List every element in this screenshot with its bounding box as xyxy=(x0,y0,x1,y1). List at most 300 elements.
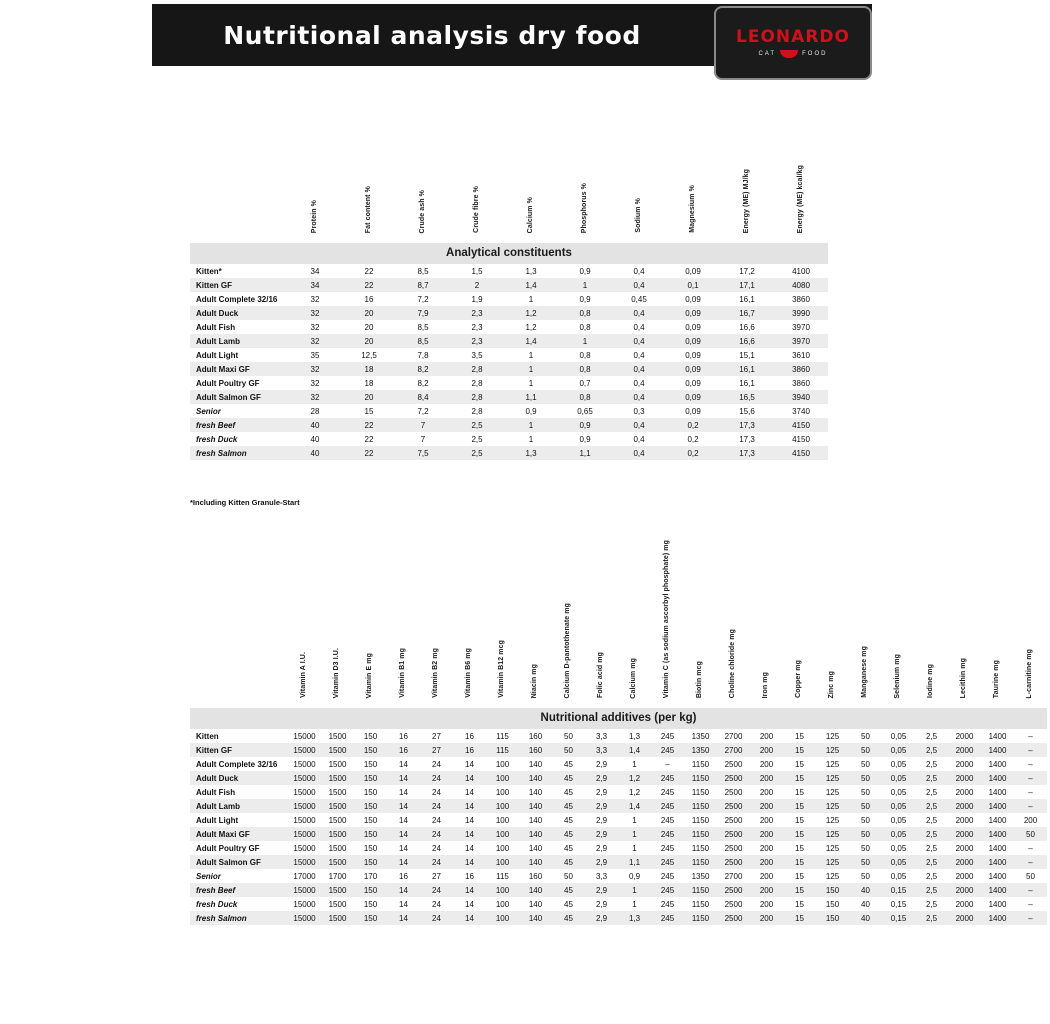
value-cell: – xyxy=(1028,731,1033,741)
value-cell: 2,5 xyxy=(925,731,938,741)
value-cell: 200 xyxy=(759,843,774,853)
value-cell: 2,5 xyxy=(925,871,938,881)
column-header xyxy=(717,540,750,708)
value-cell: 245 xyxy=(651,883,684,897)
footnote: *Including Kitten Granule-Start xyxy=(190,498,300,507)
value-cell: 15000 xyxy=(288,855,321,869)
value-cell: 140 xyxy=(519,771,552,785)
value-cell: 0,7 xyxy=(579,378,591,388)
value-cell: 24 xyxy=(432,759,441,769)
value-cell: 15 xyxy=(795,731,804,741)
value-cell: 2,9 xyxy=(595,899,608,909)
value-cell: 2700 xyxy=(724,731,743,741)
value-cell: 2500 xyxy=(724,815,743,825)
column-header xyxy=(816,540,849,708)
value-cell: 0,09 xyxy=(685,406,701,416)
value-cell: 245 xyxy=(651,911,684,925)
value-cell: 115 xyxy=(496,731,509,741)
value-cell: 14 xyxy=(465,843,474,853)
table-row xyxy=(190,883,1047,897)
value-cell: 2,8 xyxy=(450,362,504,376)
value-cell: 14 xyxy=(387,883,420,897)
value-cell: 0,8 xyxy=(558,390,612,404)
value-cell: 2000 xyxy=(955,759,974,769)
column-header xyxy=(558,160,612,243)
value-cell: 2000 xyxy=(948,883,981,897)
product-name-cell: Kitten* xyxy=(196,266,222,276)
section-title: Analytical constituents xyxy=(190,243,828,265)
value-cell: 125 xyxy=(816,771,849,785)
value-cell: 3860 xyxy=(792,378,810,388)
table-row xyxy=(190,729,1047,743)
column-header-label: Magnesium % xyxy=(688,185,696,233)
value-cell: 1 xyxy=(618,827,651,841)
value-cell: 3970 xyxy=(792,322,810,332)
value-cell: 15000 xyxy=(293,843,316,853)
value-cell: 140 xyxy=(528,843,543,853)
value-cell: 15 xyxy=(364,406,374,416)
value-cell: 1400 xyxy=(981,799,1014,813)
value-cell: 3,3 xyxy=(595,871,608,881)
column-header xyxy=(585,540,618,708)
value-cell: 1500 xyxy=(321,855,354,869)
value-cell: 0,05 xyxy=(890,871,907,881)
value-cell: 100 xyxy=(486,855,519,869)
product-name-cell: fresh Duck xyxy=(196,899,238,909)
value-cell: 32 xyxy=(310,294,320,304)
value-cell: 0,2 xyxy=(666,446,720,460)
logo-tagline xyxy=(759,50,828,58)
column-header-label: L-carnitine mg xyxy=(1026,648,1034,699)
value-cell: 0,4 xyxy=(612,418,666,432)
value-cell: 14 xyxy=(387,771,420,785)
value-cell: 245 xyxy=(651,855,684,869)
column-header xyxy=(882,540,915,708)
value-cell: 15 xyxy=(795,843,804,853)
value-cell: 150 xyxy=(363,787,378,797)
value-cell: 17,1 xyxy=(720,278,774,292)
table-row xyxy=(190,799,1047,813)
value-cell: 50 xyxy=(849,771,882,785)
value-cell: 0,4 xyxy=(612,334,666,348)
table-row xyxy=(190,841,1047,855)
value-cell: 8,5 xyxy=(417,266,429,276)
value-cell: 14 xyxy=(465,787,474,797)
value-cell: 1500 xyxy=(328,759,347,769)
product-name-cell: Adult Duck xyxy=(190,306,288,320)
value-cell: 50 xyxy=(861,843,870,853)
value-cell: 1350 xyxy=(684,743,717,757)
value-cell: 2000 xyxy=(955,843,974,853)
value-cell: 3,5 xyxy=(471,350,483,360)
value-cell: 0,05 xyxy=(890,759,907,769)
value-cell: 140 xyxy=(519,911,552,925)
value-cell: 16 xyxy=(453,743,486,757)
table-row xyxy=(190,743,1047,757)
value-cell: 200 xyxy=(750,911,783,925)
column-header xyxy=(504,160,558,243)
value-cell: 140 xyxy=(528,815,543,825)
value-cell: 24 xyxy=(432,815,441,825)
value-cell: 1400 xyxy=(988,787,1007,797)
value-cell: 14 xyxy=(399,759,408,769)
column-header-label: Selenium mg xyxy=(894,653,902,699)
value-cell: 20 xyxy=(342,306,396,320)
value-cell: 14 xyxy=(387,827,420,841)
value-cell: 2700 xyxy=(717,743,750,757)
value-cell: 45 xyxy=(564,843,573,853)
value-cell: 15000 xyxy=(288,771,321,785)
value-cell: 2500 xyxy=(717,911,750,925)
value-cell: 16,6 xyxy=(720,334,774,348)
column-header-label: Choline chloride mg xyxy=(729,629,737,699)
value-cell: 2500 xyxy=(717,771,750,785)
column-header xyxy=(486,540,519,708)
value-cell: 150 xyxy=(354,771,387,785)
value-cell: 16 xyxy=(399,871,408,881)
value-cell: 18 xyxy=(342,362,396,376)
product-name-cell: Adult Light xyxy=(196,350,239,360)
value-cell: 1350 xyxy=(691,871,710,881)
value-cell: 2000 xyxy=(948,771,981,785)
value-cell: 200 xyxy=(759,871,774,881)
value-cell: 2,5 xyxy=(915,883,948,897)
value-cell: 200 xyxy=(759,815,774,825)
value-cell: 28 xyxy=(310,406,320,416)
value-cell: 15 xyxy=(783,799,816,813)
value-cell: 2,8 xyxy=(450,390,504,404)
value-cell: 0,05 xyxy=(882,827,915,841)
column-header xyxy=(618,540,651,708)
value-cell: 0,4 xyxy=(612,306,666,320)
column-header xyxy=(684,540,717,708)
column-header-label: Vitamin D3 I.U. xyxy=(333,647,341,699)
value-cell: 2500 xyxy=(717,883,750,897)
value-cell: 2500 xyxy=(724,843,743,853)
value-cell: 1400 xyxy=(988,731,1007,741)
value-cell: 0,4 xyxy=(633,266,645,276)
column-header xyxy=(552,540,585,708)
value-cell: 100 xyxy=(495,843,510,853)
value-cell: 245 xyxy=(660,815,675,825)
value-cell: 45 xyxy=(552,883,585,897)
value-cell: 0,09 xyxy=(685,322,701,332)
value-cell: 1400 xyxy=(981,911,1014,925)
value-cell: 17,3 xyxy=(739,434,755,444)
value-cell: 1,3 xyxy=(504,446,558,460)
value-cell: 2500 xyxy=(724,787,743,797)
value-cell: 0,2 xyxy=(666,418,720,432)
value-cell: 100 xyxy=(486,827,519,841)
value-cell: 32 xyxy=(288,362,342,376)
value-cell: 0,4 xyxy=(612,362,666,376)
value-cell: 2000 xyxy=(955,815,974,825)
value-cell: 2,5 xyxy=(915,827,948,841)
value-cell: 14 xyxy=(453,855,486,869)
value-cell: 2,3 xyxy=(450,334,504,348)
column-header-label: Calcium mg xyxy=(630,657,638,699)
value-cell: 0,8 xyxy=(579,350,591,360)
value-cell: 1150 xyxy=(691,815,710,825)
value-cell: 8,7 xyxy=(396,278,450,292)
value-cell: – xyxy=(1028,843,1033,853)
value-cell: 1400 xyxy=(981,743,1014,757)
value-cell: 2000 xyxy=(948,911,981,925)
value-cell: 50 xyxy=(861,871,870,881)
value-cell: 0,4 xyxy=(633,378,645,388)
section-title: Nutritional additives (per kg) xyxy=(190,708,1047,730)
value-cell: 0,8 xyxy=(558,306,612,320)
value-cell: 16,1 xyxy=(739,378,755,388)
value-cell: 45 xyxy=(552,855,585,869)
value-cell: 24 xyxy=(420,827,453,841)
value-cell: 40 xyxy=(288,446,342,460)
column-header-label: Vitamin B6 mg xyxy=(465,648,473,699)
value-cell: 2 xyxy=(450,278,504,292)
value-cell: 22 xyxy=(364,434,374,444)
value-cell: 14 xyxy=(465,899,474,909)
column-header-label: Iron mg xyxy=(762,671,770,699)
value-cell: 15000 xyxy=(288,911,321,925)
value-cell: 16 xyxy=(364,294,374,304)
column-header-label: Taurine mg xyxy=(993,659,1001,699)
value-cell: 14 xyxy=(399,815,408,825)
value-cell: 1150 xyxy=(691,843,710,853)
value-cell: 14 xyxy=(387,855,420,869)
value-cell: 3,3 xyxy=(585,743,618,757)
nutritional-additives-table xyxy=(190,540,1050,925)
value-cell: 1500 xyxy=(321,827,354,841)
value-cell: 45 xyxy=(564,759,573,769)
value-cell: 14 xyxy=(399,787,408,797)
value-cell: 150 xyxy=(354,855,387,869)
value-cell: 0,05 xyxy=(890,843,907,853)
table-row xyxy=(190,390,828,404)
value-cell: 4100 xyxy=(792,266,810,276)
product-name-cell: Kitten GF xyxy=(190,743,288,757)
value-cell: 1400 xyxy=(988,759,1007,769)
value-cell: 2,5 xyxy=(915,799,948,813)
column-header xyxy=(420,540,453,708)
value-cell: 15 xyxy=(795,899,804,909)
value-cell: 0,9 xyxy=(579,434,591,444)
value-cell: 3970 xyxy=(774,334,828,348)
column-header xyxy=(948,540,981,708)
value-cell: 0,05 xyxy=(882,799,915,813)
value-cell: 27 xyxy=(420,743,453,757)
value-cell: 100 xyxy=(486,883,519,897)
value-cell: 2000 xyxy=(955,899,974,909)
value-cell: 0,09 xyxy=(666,390,720,404)
value-cell: 2,3 xyxy=(471,322,483,332)
value-cell: 40 xyxy=(288,418,342,432)
table-row xyxy=(190,785,1047,799)
column-header xyxy=(354,540,387,708)
value-cell: 34 xyxy=(288,278,342,292)
column-header xyxy=(321,540,354,708)
value-cell: 200 xyxy=(759,731,774,741)
value-cell: 22 xyxy=(342,446,396,460)
value-cell: 0,05 xyxy=(882,743,915,757)
value-cell: 1500 xyxy=(328,899,347,909)
value-cell: 0,1 xyxy=(666,278,720,292)
column-header-label: Biotin mcg xyxy=(696,661,704,699)
value-cell: 1,5 xyxy=(471,266,483,276)
value-cell: 1350 xyxy=(691,731,710,741)
column-header-label: Protein % xyxy=(310,199,318,233)
value-cell: 2,5 xyxy=(925,759,938,769)
value-cell: 15000 xyxy=(293,731,316,741)
value-cell: 1,2 xyxy=(525,322,537,332)
value-cell: 17,3 xyxy=(720,418,774,432)
value-cell: 245 xyxy=(651,799,684,813)
column-header-label: Crude ash % xyxy=(418,189,426,233)
value-cell: 0,09 xyxy=(666,334,720,348)
value-cell: 150 xyxy=(354,911,387,925)
value-cell: 15000 xyxy=(288,883,321,897)
column-header xyxy=(783,540,816,708)
value-cell: 15 xyxy=(783,743,816,757)
value-cell: 2000 xyxy=(948,799,981,813)
value-cell: 1400 xyxy=(981,771,1014,785)
value-cell: 32 xyxy=(288,334,342,348)
value-cell: 170 xyxy=(363,871,378,881)
table-row xyxy=(190,320,828,334)
value-cell: 200 xyxy=(750,771,783,785)
value-cell: 15 xyxy=(795,871,804,881)
value-cell: 24 xyxy=(432,899,441,909)
value-cell: 1150 xyxy=(691,899,710,909)
column-header xyxy=(519,540,552,708)
value-cell: 0,4 xyxy=(612,446,666,460)
value-cell: 16,7 xyxy=(720,306,774,320)
value-cell: 1400 xyxy=(988,843,1007,853)
value-cell: 0,4 xyxy=(633,322,645,332)
table-row xyxy=(190,869,1047,883)
value-cell: 0,09 xyxy=(666,362,720,376)
value-cell: 1150 xyxy=(684,827,717,841)
value-cell: 245 xyxy=(651,771,684,785)
page-title: Nutritional analysis dry food xyxy=(223,20,641,50)
value-cell: 0,4 xyxy=(633,434,645,444)
value-cell: 1,2 xyxy=(628,787,641,797)
value-cell: 45 xyxy=(552,827,585,841)
value-cell: 140 xyxy=(519,883,552,897)
value-cell: 2,9 xyxy=(595,759,608,769)
value-cell: 45 xyxy=(552,771,585,785)
value-cell: 12,5 xyxy=(361,350,377,360)
column-header xyxy=(453,540,486,708)
value-cell: 2,5 xyxy=(471,434,483,444)
value-cell: 45 xyxy=(564,815,573,825)
column-header xyxy=(387,540,420,708)
value-cell: 14 xyxy=(399,843,408,853)
column-header xyxy=(915,540,948,708)
section-title-row xyxy=(190,243,828,265)
table-row xyxy=(190,757,1047,771)
value-cell: 4150 xyxy=(774,418,828,432)
value-cell: 50 xyxy=(849,743,882,757)
value-cell: 100 xyxy=(495,815,510,825)
value-cell: 15000 xyxy=(288,743,321,757)
value-cell: 7,9 xyxy=(396,306,450,320)
value-cell: 50 xyxy=(552,743,585,757)
value-cell: 50 xyxy=(861,759,870,769)
value-cell: – xyxy=(665,759,670,769)
value-cell: 0,15 xyxy=(882,911,915,925)
value-cell: 200 xyxy=(759,899,774,909)
product-name-cell: fresh Duck xyxy=(196,434,238,444)
value-cell: 115 xyxy=(486,743,519,757)
value-cell: 125 xyxy=(825,871,840,881)
value-cell: 2000 xyxy=(948,743,981,757)
value-cell: 3940 xyxy=(774,390,828,404)
value-cell: 40 xyxy=(861,899,870,909)
column-header-label: Folic acid mg xyxy=(597,652,605,699)
value-cell: 1 xyxy=(558,278,612,292)
table-row xyxy=(190,418,828,432)
value-cell: 160 xyxy=(519,743,552,757)
value-cell: 1400 xyxy=(988,871,1007,881)
value-cell: 125 xyxy=(825,815,840,825)
value-cell: 1,9 xyxy=(471,294,483,304)
value-cell: – xyxy=(1014,799,1047,813)
product-name-cell: Senior xyxy=(196,406,221,416)
value-cell: 16 xyxy=(387,743,420,757)
value-cell: 0,9 xyxy=(579,266,591,276)
value-cell: 14 xyxy=(453,771,486,785)
value-cell: 1 xyxy=(528,294,534,304)
value-cell: 32 xyxy=(310,322,320,332)
product-name-cell: Adult Light xyxy=(196,815,239,825)
product-name-cell: Senior xyxy=(196,871,221,881)
value-cell: 125 xyxy=(816,855,849,869)
column-header-label: Energy (ME) kcal/kg xyxy=(796,164,804,233)
value-cell: 15 xyxy=(783,827,816,841)
value-cell: 1,3 xyxy=(628,731,641,741)
value-cell: 125 xyxy=(825,731,840,741)
column-header xyxy=(342,160,396,243)
value-cell: 2500 xyxy=(724,759,743,769)
value-cell: 2,3 xyxy=(450,306,504,320)
value-cell: 200 xyxy=(750,799,783,813)
value-cell: 0,09 xyxy=(685,350,701,360)
value-cell: 2500 xyxy=(717,799,750,813)
column-header-label: Calcium % xyxy=(526,196,534,233)
value-cell: 140 xyxy=(528,787,543,797)
value-cell: 2,5 xyxy=(915,911,948,925)
value-cell: 2,5 xyxy=(925,787,938,797)
value-cell: 2700 xyxy=(724,871,743,881)
value-cell: 24 xyxy=(432,787,441,797)
value-cell: 14 xyxy=(399,899,408,909)
value-cell: 245 xyxy=(660,787,675,797)
value-cell: 7,5 xyxy=(396,446,450,460)
value-cell: 22 xyxy=(342,418,396,432)
value-cell: 15 xyxy=(795,759,804,769)
value-cell: 125 xyxy=(816,799,849,813)
value-cell: 0,9 xyxy=(525,406,537,416)
value-cell: 3860 xyxy=(792,294,810,304)
value-cell: 2,9 xyxy=(585,855,618,869)
value-cell: – xyxy=(1028,899,1033,909)
table-row xyxy=(190,827,1047,841)
value-cell: 115 xyxy=(496,871,509,881)
value-cell: 24 xyxy=(420,799,453,813)
value-cell: 35 xyxy=(310,350,320,360)
value-cell: 200 xyxy=(759,787,774,797)
value-cell: 50 xyxy=(849,799,882,813)
